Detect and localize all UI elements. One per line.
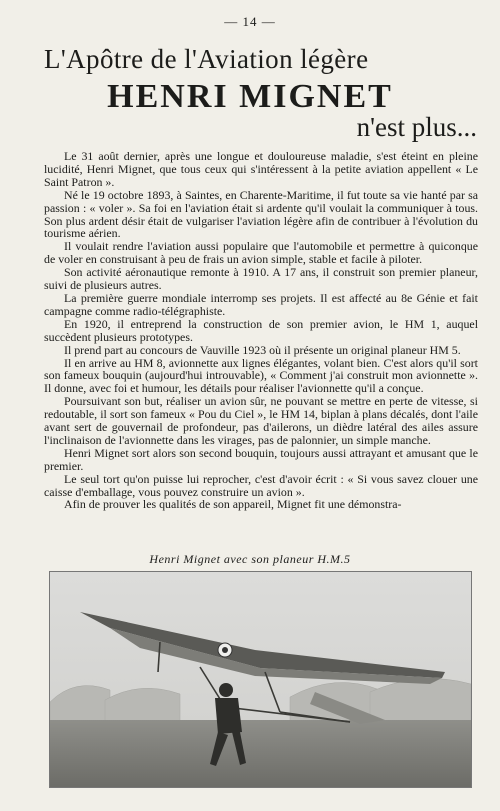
article-paragraph: En 1920, il entreprend la construction de son premier avion, le HM 1, auquel succèdent plusieurs prototypes. [44, 316, 478, 344]
article-title-name: HENRI MIGNET [107, 78, 393, 115]
article-body [44, 150, 478, 511]
photo-caption: Henri Mignet avec son planeur H.M.5 [149, 552, 351, 566]
page-number: — 14 — [224, 14, 276, 29]
article-title-line-1: L'Apôtre de l'Aviation légère [44, 44, 369, 74]
article-title-line-3: n'est plus... [356, 112, 477, 142]
glider-photo [49, 571, 472, 788]
article-paragraph: Il voulait rendre l'aviation aussi populaire que l'automobile et permettre à quiconque de voler en construisant à peu de frais un avion simple, stable et facile à piloter. [44, 239, 478, 267]
article-paragraph: Il prend part au concours de Vauville 1923 où il présente un original planeur HM 5. [64, 342, 461, 357]
article-paragraph: Henri Mignet sort alors son second bouquin, toujours aussi attrayant et amusant que le premier. [44, 445, 478, 473]
article-paragraph: Né le 19 octobre 1893, à Saintes, en Charente-Maritime, il fut toute sa vie hanté par sa passion : « voler ». Sa foi en l'aviation était si ardente qu'il voulait la communiquer à tous. Son plus ardent désir était de vulgariser l'aviation légère afin de contribuer à l'évolution du tourisme aérien. [44, 187, 478, 241]
article-paragraph: La première guerre mondiale interromp ses projets. Il est affecté au 8e Génie et fait campagne comme radio-télégraphiste. [44, 290, 478, 318]
article-paragraph: Le 31 août dernier, après une longue et douloureuse maladie, s'est éteint en pleine lucidité, Henri Mignet, que tous ceux qui s'intéressent à la petite aviation appellent « Le Saint Patron ». [44, 149, 478, 189]
article-paragraph: Il en arrive au HM 8, avionnette aux lignes élégantes, volant bien. C'est alors qu'il sort son fameux bouquin (aujourd'hui introuvable), « Comment j'ai construit mon avionnette ». Il donne, avec foi et humour, les détails pour réaliser l'avionnette qu'il a conçue. [44, 355, 478, 396]
article-paragraph: Afin de prouver les qualités de son appareil, Mignet fit une démonstra- [64, 497, 402, 512]
article-paragraph: Poursuivant son but, réaliser un avion sûr, ne pouvant se mettre en perte de vitesse, si redoutable, il sort son fameux « Pou du Ciel », le HM 14, biplan à plans décalés, dont l'aile avant sert de gouvernail de profondeur, pas d'ailerons, un dièdre latéral des ailes assure l'inclinaison de l'avionnette dans les virages, pas de palonnier, un simple manche. [44, 394, 478, 447]
article-paragraph: Le seul tort qu'on puisse lui reprocher, c'est d'avoir écrit : « Si vous savez clouer une caisse d'emballage, vous pouvez construire un avion ». [44, 471, 478, 499]
article-paragraph: Son activité aéronautique remonte à 1910. A 17 ans, il construit son premier planeur, suivi de plusieurs autres. [44, 265, 478, 293]
